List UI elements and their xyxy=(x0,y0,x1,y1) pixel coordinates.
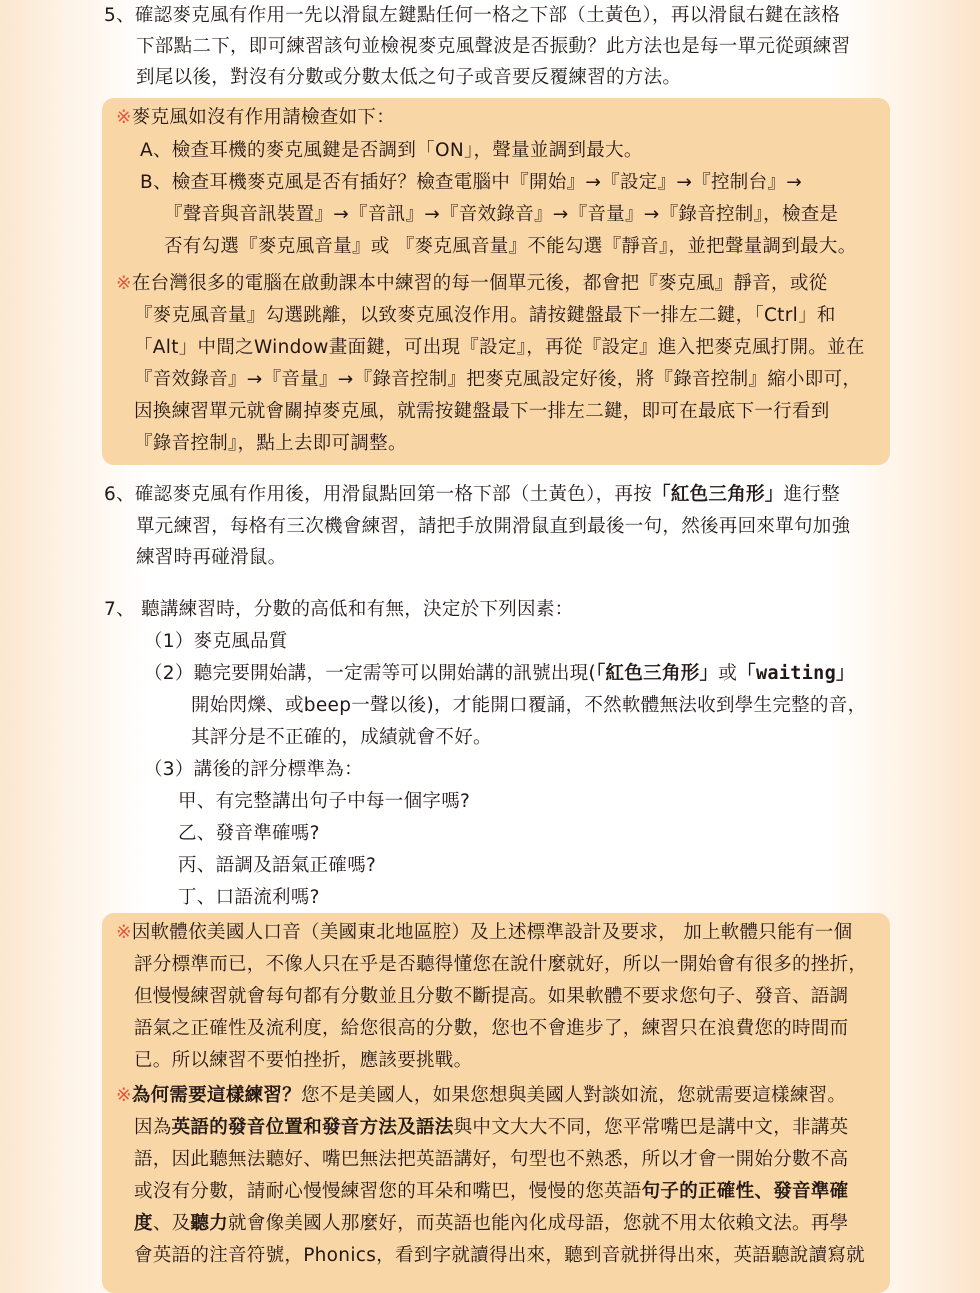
note-taiwan-line3: 「Alt」中間之Window畫面鍵，可出現『設定』，再從『設定』進入把麥克風打開。並在 xyxy=(134,337,865,358)
factor-2-line2: 開始閃爍、或beep一聲以後)，才能開口覆誦，不然軟體無法收到學生完整的音， xyxy=(191,695,867,716)
note-mark: ※ xyxy=(116,922,132,943)
check-item-b-line1: B、檢查耳機麥克風是否有插好？檢查電腦中『開始』→『設定』→『控制台』→ xyxy=(140,172,802,193)
criterion-3: 丙、語調及語氣正確嗎? xyxy=(178,855,377,876)
criterion-1: 甲、有完整講出句子中每一個字嗎? xyxy=(178,791,471,812)
note-taiwan-line4: 『音效錄音』→『音量』→『錄音控制』把麥克風設定好後，將『錄音控制』縮小即可， xyxy=(134,369,862,390)
red-triangle-label: 「紅色三角形」 xyxy=(652,484,784,505)
note-why-line2: 因為英語的發音位置和發音方法及語法與中文大大不同，您平常嘴巴是講中文，非講英 xyxy=(134,1117,849,1138)
factor-1: （1）麥克風品質 xyxy=(144,631,288,652)
note-scoring-line3: 但慢慢練習就會每句都有分數並且分數不斷提高。如果軟體不要求您句子、發音、語調 xyxy=(134,986,849,1007)
factor-2-line1: （2）聽完要開始講，一定需等可以開始講的訊號出現(「紅色三角形」或「waiting」 xyxy=(144,663,855,684)
note-why-line4: 或沒有分數，請耐心慢慢練習您的耳朵和嘴巴，慢慢的您英語句子的正確性、發音準確 xyxy=(134,1181,849,1202)
note-why-line1: ※為何需要這樣練習？您不是美國人，如果您想與美國人對談如流，您就需要這樣練習。 xyxy=(116,1085,847,1106)
note-scoring-line2: 評分標準而已，不像人只在乎是否聽得懂您在說什麼就好，所以一開始會有很多的挫折， xyxy=(134,954,868,975)
note-scoring-line5: 已。所以練習不要怕挫折，應該要挑戰。 xyxy=(134,1050,473,1071)
note-taiwan-line6: 『錄音控制』，點上去即可調整。 xyxy=(134,433,407,454)
section6-line3: 練習時再碰滑鼠。 xyxy=(136,547,287,568)
section5-line2: 下部點二下，即可練習該句並檢視麥克風聲波是否振動？此方法也是每一單元從頭練習 xyxy=(136,36,851,57)
note-microphone-title: ※麥克風如沒有作用請檢查如下： xyxy=(116,107,396,128)
note-taiwan-line5: 因換練習單元就會關掉麥克風，就需按鍵盤最下一排左二鍵，即可在最底下一行看到 xyxy=(134,401,830,422)
section6-line2: 單元練習，每格有三次機會練習，請把手放開滑鼠直到最後一句，然後再回來單句加強 xyxy=(136,516,851,537)
section6-line1: 6、確認麥克風有作用後，用滑鼠點回第一格下部（土黃色），再按「紅色三角形」進行整 xyxy=(104,484,841,505)
note-why-line5: 度、及聽力就會像美國人那麼好，而英語也能內化成母語，您就不用太依賴文法。再學 xyxy=(134,1213,849,1234)
factor-3: （3）講後的評分標準為： xyxy=(144,759,363,780)
section5-line1: 5、確認麥克風有作用一先以滑鼠左鍵點任何一格之下部（土黃色），再以滑鼠右鍵在該格 xyxy=(104,5,841,26)
note-mark: ※ xyxy=(116,107,132,128)
note-mark: ※ xyxy=(116,273,132,294)
note-taiwan-line1: ※在台灣很多的電腦在啟動課本中練習的每一個單元後，都會把『麥克風』靜音，或從 xyxy=(116,273,828,294)
note-scoring-line4: 語氣之正確性及流利度，給您很高的分數，您也不會進步了，練習只在浪費您的時間而 xyxy=(134,1018,849,1039)
check-item-b-line2: 『聲音與音訊裝置』→『音訊』→『音效錄音』→『音量』→『錄音控制』，檢查是 xyxy=(164,204,839,225)
note-why-line6: 會英語的注音符號，Phonics，看到字就讀得出來，聽到音就拼得出來，英語聽說讀寫就 xyxy=(134,1245,865,1266)
criterion-2: 乙、發音準確嗎? xyxy=(178,823,320,844)
note-scoring-line1: ※因軟體依美國人口音（美國東北地區腔）及上述標準設計及要求， 加上軟體只能有一個 xyxy=(116,922,853,943)
factor-2-line3: 其評分是不正確的，成績就會不好。 xyxy=(191,727,492,748)
section7-heading: 7、 聽講練習時，分數的高低和有無，決定於下列因素： xyxy=(104,599,574,620)
check-item-b-line3: 否有勾選『麥克風音量』或 『麥克風音量』不能勾選『靜音』，並把聲量調到最大。 xyxy=(164,236,857,257)
check-item-a: A、檢查耳機的麥克風鍵是否調到「ON」，聲量並調到最大。 xyxy=(140,140,643,161)
criterion-4: 丁、口語流利嗎? xyxy=(178,887,320,908)
note-why-line3: 語，因此聽無法聽好、嘴巴無法把英語講好，句型也不熟悉，所以才會一開始分數不高 xyxy=(134,1149,849,1170)
note-mark: ※ xyxy=(116,1085,132,1106)
note-taiwan-line2: 『麥克風音量』勾選跳離，以致麥克風沒作用。請按鍵盤最下一排左二鍵，「Ctrl」和 xyxy=(134,305,836,326)
section5-line3: 到尾以後，對沒有分數或分數太低之句子或音要反覆練習的方法。 xyxy=(136,67,682,88)
